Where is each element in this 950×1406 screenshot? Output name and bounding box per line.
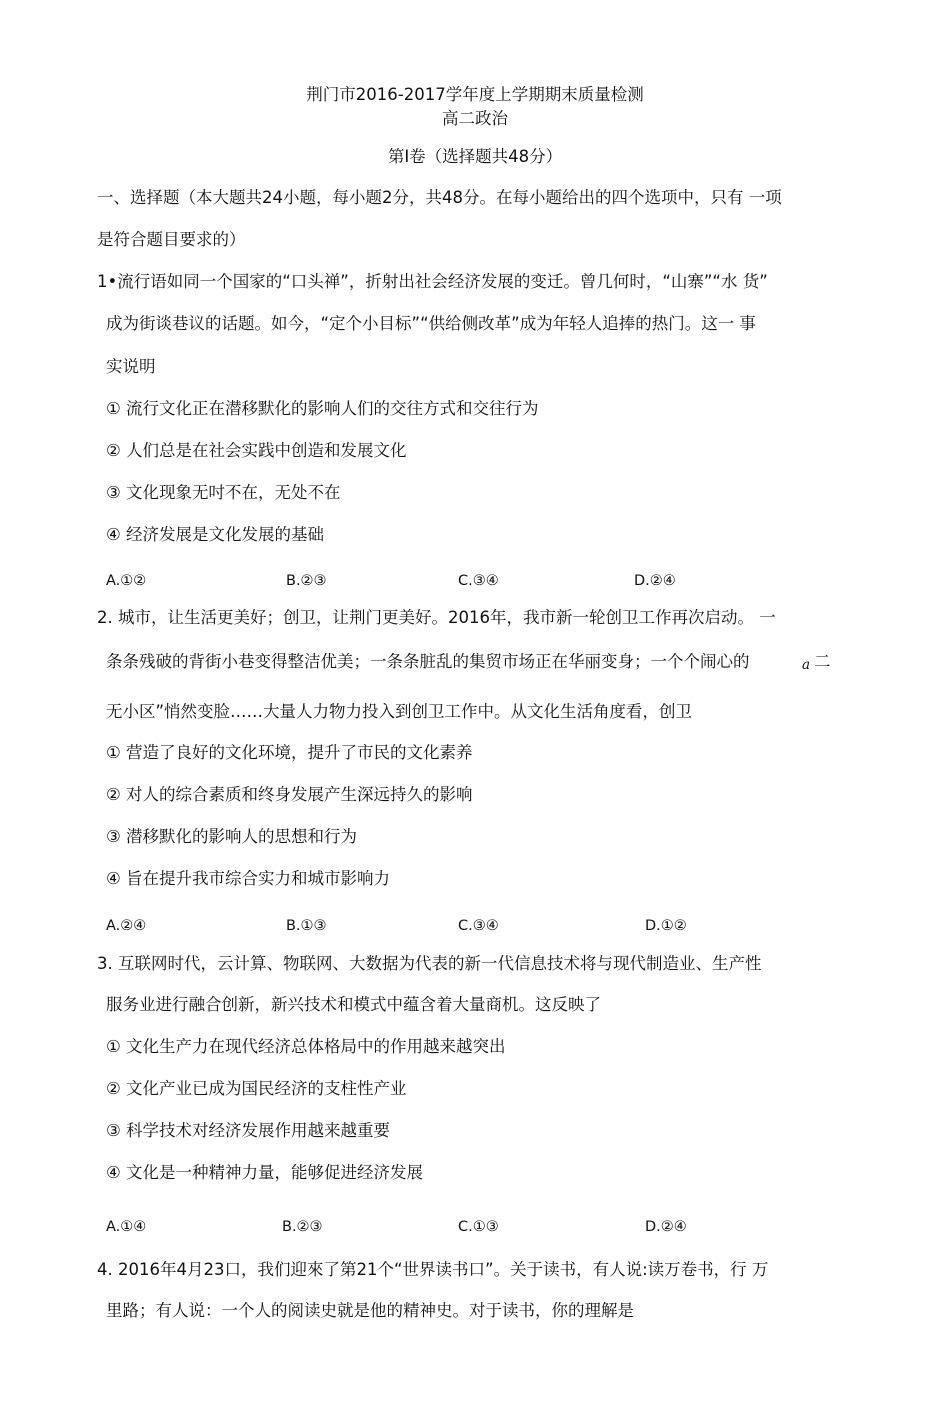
q2-option-c: C.③④ [458, 918, 499, 934]
q2-stem-line1: 2. 城市，让生活更美好；创卫，让荆门更美好。2016年，我市新一轮创卫工作再次启动。 一 [97, 608, 776, 627]
document-title: 荆门市2016-2017学年度上学期期末质量检测 [306, 85, 644, 104]
section-instructions-line2: 是符合题目要求的） [97, 230, 246, 249]
q3-option-d: D.②④ [645, 1219, 687, 1235]
q2-stray-glyph: a [802, 657, 811, 673]
q3-item-2: ② 文化产业已成为国民经济的支柱性产业 [106, 1079, 407, 1098]
section-instructions-line1: 一、选择题（本大题共24小题，每小题2分，共48分。在每小题给出的四个选项中，只有 一项 [97, 188, 782, 207]
q2-option-b: B.①③ [286, 918, 327, 934]
q4-stem-line1: 4. 2016年4月23口，我们迎來了第21个“世界读书口”。关于读书，有人说:读万卷书，行 万 [97, 1260, 769, 1279]
q1-option-d: D.②④ [634, 573, 676, 589]
q2-item-3: ③ 潜移默化的影响人的思想和行为 [106, 827, 358, 846]
q3-item-3: ③ 科学技术对经济发展作用越来越重要 [106, 1121, 391, 1140]
q3-item-4: ④ 文化是一种精神力量，能够促进经济发展 [106, 1163, 424, 1182]
q1-item-3: ③ 文化现象无吋不在，无处不在 [106, 483, 341, 502]
q2-stem-line3: 无小区”悄然变脸……大量人力物力投入到创卫工作中。从文化生活角度看，创卫 [106, 702, 693, 721]
q4-stem-line2: 里路；有人说：一个人的阅读史就是他的精神史。对于读书，你的理解是 [106, 1301, 634, 1320]
subject-title: 高二政治 [442, 109, 508, 128]
q3-option-c: C.①③ [458, 1219, 499, 1235]
q1-option-b: B.②③ [286, 573, 327, 589]
q3-stem-line2: 服务业进行融合创新，新兴技术和模式中蕴含着大量商机。这反映了 [106, 995, 601, 1014]
q1-stem-line3: 实说明 [106, 357, 156, 376]
q1-stem-line1: 1•流行语如同一个国家的“口头禅”，折射出社会经济发展的变迁。曾几何时，“山寨”“水 货” [97, 272, 768, 291]
q2-option-a: A.②④ [106, 918, 147, 934]
q2-stem-line2-end: 二 [814, 652, 831, 671]
q3-option-b: B.②③ [282, 1219, 323, 1235]
q2-stem-line2: 条条残破的背街小巷变得整洁优美；一条条脏乱的集贸市场正在华丽变身；一个个闹心的 [106, 652, 750, 671]
q2-option-d: D.①② [645, 918, 687, 934]
q1-item-2: ② 人们总是在社会实践中创造和发展文化 [106, 441, 407, 460]
q1-item-4: ④ 经济发展是文化发展的基础 [106, 525, 325, 544]
q2-item-4: ④ 旨在提升我市综合实力和城市影响力 [106, 869, 391, 888]
q3-stem-line1: 3. 互联网时代，云计算、物联网、大数据为代表的新一代信息技术将与现代制造业、生产性 [97, 954, 762, 973]
q1-option-c: C.③④ [458, 573, 499, 589]
q3-item-1: ① 文化生产力在现代经济总体格局中的作用越来越突出 [106, 1037, 506, 1056]
volume-heading: 第I卷（选择题共48分） [387, 147, 563, 166]
q2-item-2: ② 对人的综合素质和终身发展产生深远持久的影响 [106, 785, 473, 804]
q1-stem-line2: 成为街谈巷议的话题。如今，“定个小目标”“供给侧改革”成为年轻人追捧的热门。这一 事 [106, 314, 756, 333]
q2-item-1: ① 营造了良好的文化环境，提升了市民的文化素养 [106, 743, 473, 762]
q3-option-a: A.①④ [106, 1219, 147, 1235]
q1-item-1: ① 流行文化正在潜移默化的影响人们的交往方式和交往行为 [106, 399, 539, 418]
q1-option-a: A.①② [106, 573, 147, 589]
